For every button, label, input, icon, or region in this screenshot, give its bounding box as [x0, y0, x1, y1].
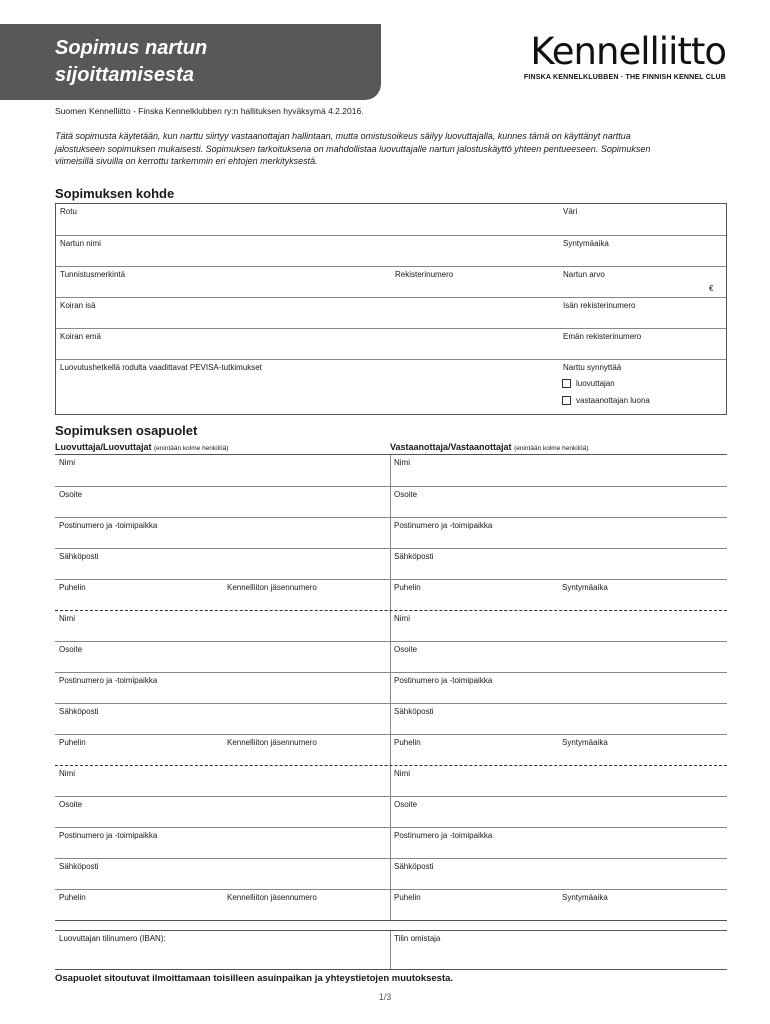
label-sire: Koiran isä: [60, 301, 96, 310]
recipient-heading-note: (enintään kolme henkilöä): [514, 445, 589, 452]
donor-label-osoite: Osoite: [59, 800, 83, 809]
recipient-label-puhelin: Puhelin: [394, 893, 421, 902]
kennelliitto-logo: [524, 32, 726, 81]
label-breed: Rotu: [60, 207, 77, 216]
party-row-postinumero[interactable]: [55, 517, 727, 548]
row-id[interactable]: [56, 266, 726, 297]
recipient-label-osoite: Osoite: [394, 645, 418, 654]
party-divider: [390, 455, 391, 486]
party-row-postinumero[interactable]: [55, 672, 727, 703]
subject-table: [55, 203, 727, 415]
party-divider: [390, 766, 391, 796]
label-value: Nartun arvo: [563, 270, 605, 279]
row-breed[interactable]: [56, 204, 726, 235]
title-banner: [0, 24, 381, 100]
donor-label-puhelin: Puhelin: [59, 738, 86, 747]
checkbox-recipient[interactable]: [562, 396, 571, 405]
recipient-label-nimi: Nimi: [394, 458, 410, 467]
party-row-postinumero[interactable]: [55, 827, 727, 858]
party-row-nimi[interactable]: [55, 455, 727, 486]
party-row-nimi[interactable]: [55, 610, 727, 641]
recipient-label-nimi: Nimi: [394, 769, 410, 778]
page-number: 1/3: [378, 992, 392, 1002]
donor-label-nimi: Nimi: [59, 458, 75, 467]
checkbox-donor[interactable]: [562, 379, 571, 388]
row-dam[interactable]: [56, 328, 726, 359]
intro-text: Tätä sopimusta käytetään, kun narttu siirtyy vastaanottajan hallintaan, mutta omistusoikeus säilyy luovuttajalla, kunnes tämä on käyttänyt narttua jalostukseen sopimuksen mukaisesti. Sopimuksen tarkoituksena on mahdollistaa luovuttajalle nartun jalostuskäyttö yhteen pentueeseen. Sopimuksen viimeisillä sivuilla on kerrottu tarkemmin eri ehtojen merkityksestä.: [55, 131, 651, 166]
option-donor-label: luovuttajan: [576, 379, 615, 388]
label-whelps-at: Narttu synnyttää: [563, 363, 622, 372]
recipient-label-sahkoposti: Sähköposti: [394, 862, 434, 871]
label-identification: Tunnistusmerkintä: [60, 270, 126, 279]
donor-label-sahkoposti: Sähköposti: [59, 707, 99, 716]
option-recipient-label: vastaanottajan luona: [576, 396, 650, 405]
row-sire[interactable]: [56, 297, 726, 328]
party-divider: [390, 859, 391, 889]
donor-label-nimi: Nimi: [59, 769, 75, 778]
row-name[interactable]: [56, 235, 726, 266]
donor-label-member-number: Kennelliiton jäsennumero: [227, 893, 317, 902]
party-row-sahkoposti[interactable]: [55, 858, 727, 889]
approval-note: Suomen Kennelliitto - Finska Kennelklubben ry:n hallituksen hyväksymä 4.2.2016.: [55, 106, 364, 116]
bank-divider: [390, 931, 391, 969]
title-line-1: Sopimus nartun: [55, 37, 208, 59]
recipient-label-postinumero: Postinumero ja -toimipaikka: [394, 831, 493, 840]
party-divider: [390, 704, 391, 734]
donor-label-postinumero: Postinumero ja -toimipaikka: [59, 831, 158, 840]
party-row-sahkoposti[interactable]: [55, 703, 727, 734]
recipient-label-birthdate: Syntymäaika: [562, 893, 608, 902]
label-color: Väri: [563, 207, 578, 216]
party-divider: [390, 673, 391, 703]
section-title-subject: Sopimuksen kohde: [55, 186, 175, 201]
recipient-label-sahkoposti: Sähköposti: [394, 707, 434, 716]
recipient-label-osoite: Osoite: [394, 800, 418, 809]
party-divider: [390, 549, 391, 579]
label-sire-registry: Isän rekisterinumero: [563, 301, 636, 310]
recipient-label-postinumero: Postinumero ja -toimipaikka: [394, 676, 493, 685]
option-recipient[interactable]: [562, 396, 650, 405]
label-dog-name: Nartun nimi: [60, 239, 101, 248]
label-birthdate: Syntymäaika: [563, 239, 609, 248]
party-divider: [390, 580, 391, 610]
label-account-owner[interactable]: Tilin omistaja: [394, 934, 441, 943]
euro-sign: €: [709, 284, 714, 293]
donor-heading: [55, 442, 228, 452]
recipient-label-puhelin: Puhelin: [394, 583, 421, 592]
document-title: [55, 35, 207, 89]
donor-label-sahkoposti: Sähköposti: [59, 552, 99, 561]
donor-heading-label: Luovuttaja/Luovuttajat: [55, 442, 152, 452]
party-row-nimi[interactable]: [55, 765, 727, 796]
party-row-osoite[interactable]: [55, 641, 727, 672]
donor-label-osoite: Osoite: [59, 645, 83, 654]
recipient-label-osoite: Osoite: [394, 490, 418, 499]
party-row-osoite[interactable]: [55, 796, 727, 827]
donor-label-member-number: Kennelliiton jäsennumero: [227, 583, 317, 592]
party-divider: [390, 611, 391, 641]
section-title-parties: Sopimuksen osapuolet: [55, 423, 198, 438]
logo-subtitle: FINSKA KENNELKLUBBEN · THE FINNISH KENNEL CLUB: [523, 74, 726, 81]
party-divider: [390, 735, 391, 765]
party-divider: [390, 890, 391, 920]
donor-heading-note: (enintään kolme henkilöä): [154, 445, 229, 452]
parties-table: [55, 454, 727, 921]
donor-label-nimi: Nimi: [59, 614, 75, 623]
recipient-heading: [390, 442, 589, 452]
party-row-sahkoposti[interactable]: [55, 548, 727, 579]
party-row-puhelin[interactable]: [55, 734, 727, 765]
label-registry: Rekisterinumero: [395, 270, 454, 279]
party-row-puhelin[interactable]: [55, 889, 727, 920]
label-pevisa: Luovutushetkellä rodulta vaadittavat PEVISA-tutkimukset: [60, 363, 262, 372]
recipient-heading-label: Vastaanottaja/Vastaanottajat: [390, 442, 512, 452]
donor-label-puhelin: Puhelin: [59, 583, 86, 592]
row-pevisa[interactable]: [56, 359, 726, 414]
title-line-2: sijoittamisesta: [55, 64, 194, 86]
party-divider: [390, 487, 391, 517]
donor-label-puhelin: Puhelin: [59, 893, 86, 902]
donor-label-member-number: Kennelliiton jäsennumero: [227, 738, 317, 747]
party-divider: [390, 828, 391, 858]
logo-name: Kennelliitto: [530, 30, 726, 73]
donor-label-postinumero: Postinumero ja -toimipaikka: [59, 676, 158, 685]
party-divider: [390, 642, 391, 672]
donor-label-sahkoposti: Sähköposti: [59, 862, 99, 871]
recipient-label-nimi: Nimi: [394, 614, 410, 623]
bank-table: [55, 930, 727, 970]
recipient-label-birthdate: Syntymäaika: [562, 738, 608, 747]
party-row-puhelin[interactable]: [55, 579, 727, 610]
footer-note: Osapuolet sitoutuvat ilmoittamaan toisilleen asuinpaikan ja yhteystietojen muutoksesta.: [55, 973, 454, 984]
donor-label-postinumero: Postinumero ja -toimipaikka: [59, 521, 158, 530]
recipient-label-birthdate: Syntymäaika: [562, 583, 608, 592]
label-dam-registry: Emän rekisterinumero: [563, 332, 642, 341]
option-donor[interactable]: [562, 379, 615, 388]
recipient-label-postinumero: Postinumero ja -toimipaikka: [394, 521, 493, 530]
label-dam: Koiran emä: [60, 332, 101, 341]
donor-label-osoite: Osoite: [59, 490, 83, 499]
party-divider: [390, 518, 391, 548]
label-iban[interactable]: Luovuttajan tilinumero (IBAN):: [59, 934, 166, 943]
party-divider: [390, 797, 391, 827]
recipient-label-sahkoposti: Sähköposti: [394, 552, 434, 561]
recipient-label-puhelin: Puhelin: [394, 738, 421, 747]
party-row-osoite[interactable]: [55, 486, 727, 517]
